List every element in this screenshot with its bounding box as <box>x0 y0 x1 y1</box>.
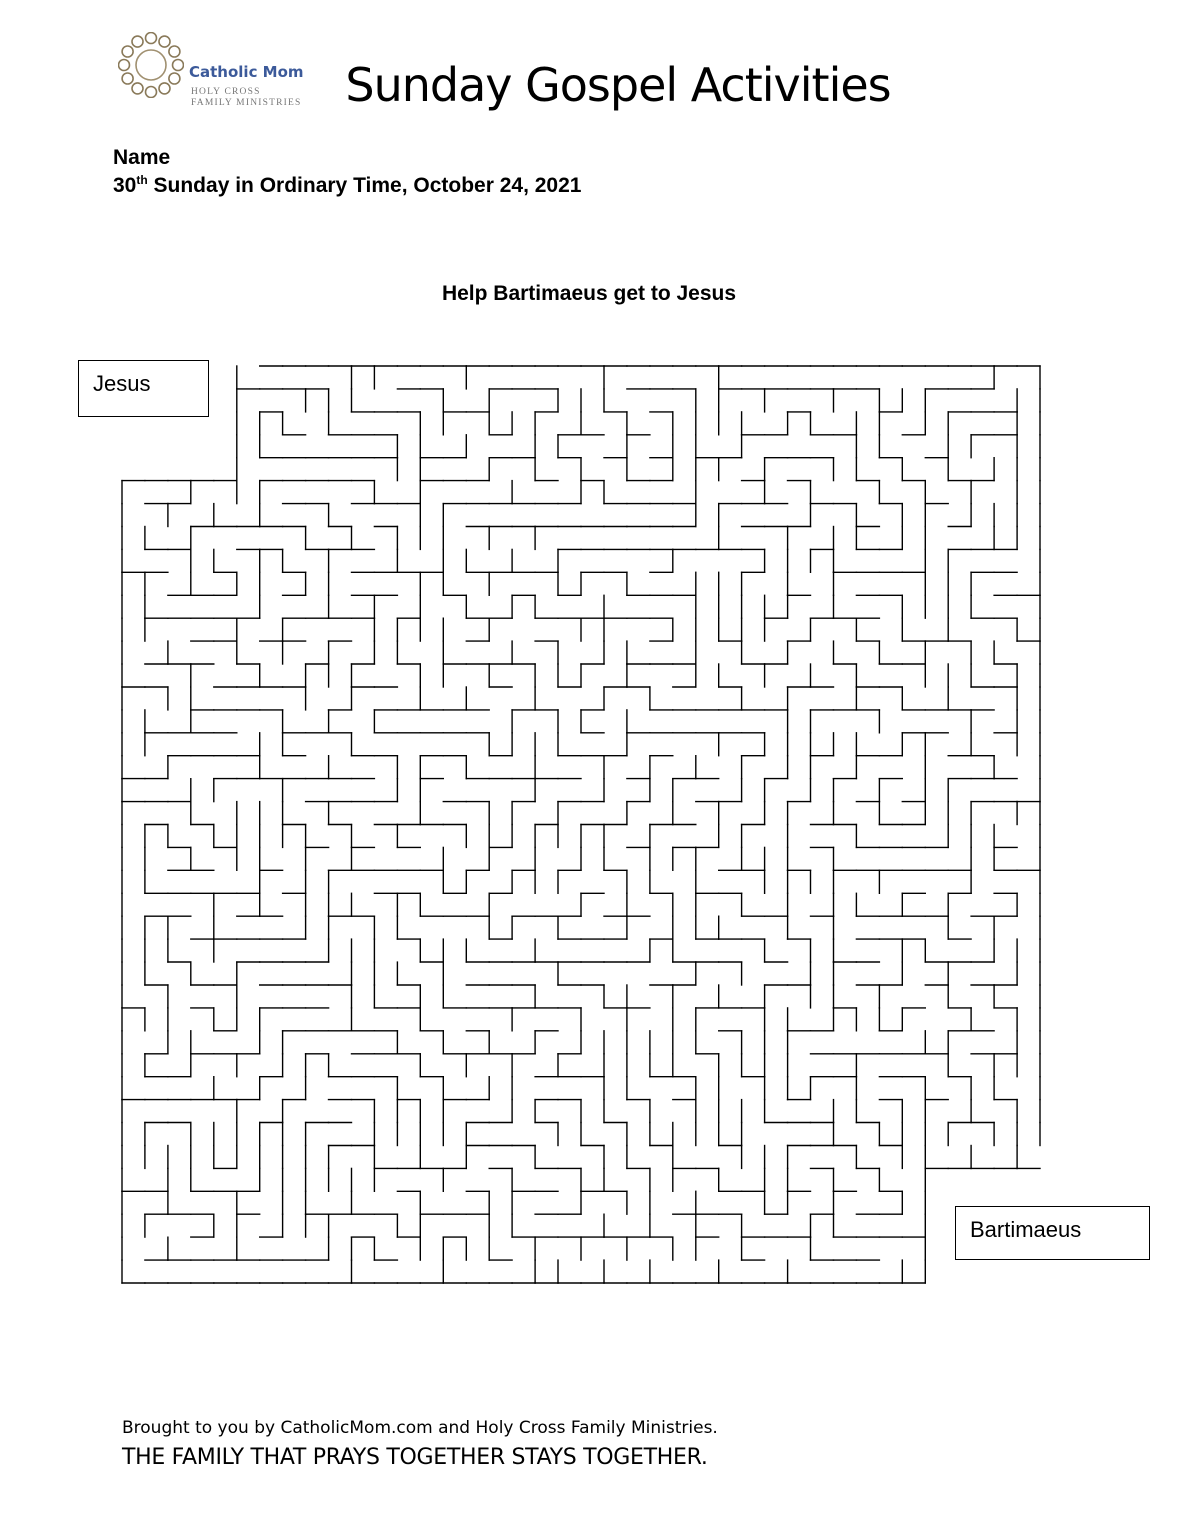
date-ordinal: th <box>136 173 148 187</box>
logo-subtitle-line1: HOLY CROSS <box>191 87 261 97</box>
maze-end-bartimaeus-box <box>955 1206 1150 1260</box>
maze-end-label: Bartimaeus <box>970 1217 1082 1242</box>
date-number: 30 <box>113 174 137 197</box>
page-title: Sunday Gospel Activities <box>345 58 891 112</box>
date-rest: Sunday in Ordinary Time, October 24, 2021 <box>147 174 582 197</box>
footer-motto: THE FAMILY THAT PRAYS TOGETHER STAYS TOGETHER. <box>122 1445 708 1470</box>
name-label: Name <box>113 146 171 169</box>
maze-start-label: Jesus <box>93 371 151 396</box>
logo-brand-text: Catholic Mom <box>189 63 304 81</box>
logo-subtitle-line2: FAMILY MINISTRIES <box>191 98 302 108</box>
maze-walls <box>122 366 1040 1283</box>
maze-start-jesus-box <box>78 360 209 417</box>
maze-instruction: Help Bartimaeus get to Jesus <box>441 282 737 305</box>
footer-credit: Brought to you by CatholicMom.com and Holy Cross Family Ministries. <box>122 1418 718 1438</box>
